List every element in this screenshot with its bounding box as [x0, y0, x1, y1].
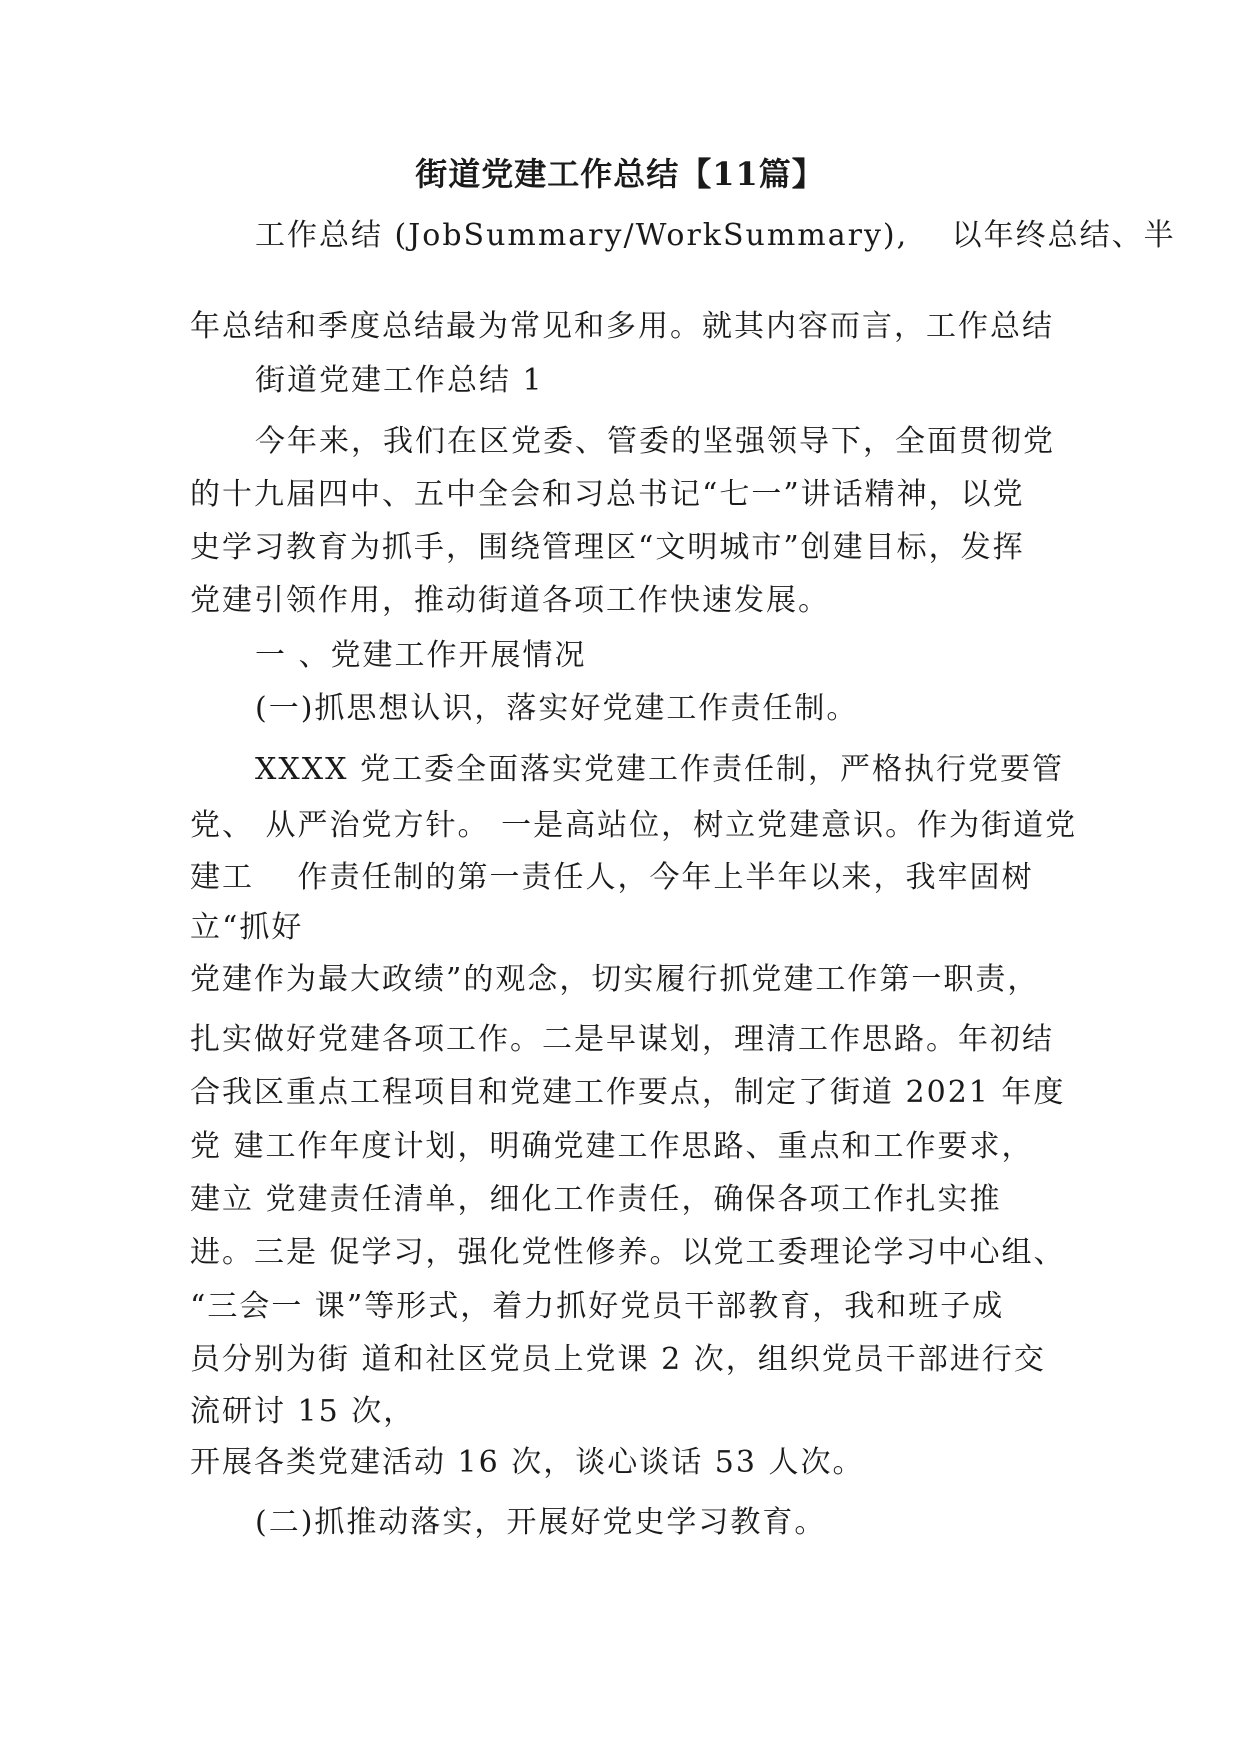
- section-heading: 街道党建工作总结 1: [255, 363, 544, 398]
- text-line: XXXX 党工委全面落实党建工作责任制，严格执行党要管: [255, 752, 1064, 787]
- text-line: 党建引领作用，推动街道各项工作快速发展。: [190, 583, 830, 618]
- text-line: 员分别为街 道和社区党员上党课 2 次，组织党员干部进行交: [190, 1342, 1046, 1377]
- text-line: 的十九届四中、五中全会和习总书记“七一”讲话精神，以党: [190, 477, 1025, 512]
- text-line: 今年来，我们在区党委、管委的坚强领导下，全面贯彻党: [255, 424, 1055, 459]
- document-title: 街道党建工作总结【11篇】: [415, 155, 825, 193]
- subsection-heading: (二)抓推动落实，开展好党史学习教育。: [255, 1505, 827, 1540]
- text-line: 史学习教育为抓手，围绕管理区“文明城市”创建目标，发挥: [190, 530, 1025, 565]
- text-line: 建工 作责任制的第一责任人，今年上半年以来，我牢固树: [190, 860, 1034, 895]
- text-line: 建立 党建责任清单，细化工作责任，确保各项工作扎实推: [190, 1182, 1002, 1217]
- text-line: 立“抓好: [190, 910, 304, 945]
- text-line: 合我区重点工程项目和党建工作要点，制定了街道 2021 年度: [190, 1075, 1066, 1110]
- text-line: 党、 从严治党方针。 一是高站位，树立党建意识。作为街道党: [190, 808, 1078, 843]
- text-line: 流研讨 15 次，: [190, 1394, 416, 1429]
- text-line: 党 建工作年度计划，明确党建工作思路、重点和工作要求，: [190, 1129, 1034, 1164]
- text-line: 年总结和季度总结最为常见和多用。就其内容而言，工作总结: [190, 309, 1054, 344]
- text-line: 工作总结 (JobSummary/WorkSummary), 以年终总结、半: [255, 218, 1176, 253]
- section-heading: 一 、党建工作开展情况: [255, 638, 587, 673]
- text-line: 扎实做好党建各项工作。二是早谋划，理清工作思路。年初结: [190, 1022, 1054, 1057]
- text-line: “三会一 课”等形式，着力抓好党员干部教育，我和班子成: [190, 1289, 1005, 1324]
- text-line: 开展各类党建活动 16 次，谈心谈话 53 人次。: [190, 1445, 865, 1480]
- subsection-heading: (一)抓思想认识，落实好党建工作责任制。: [255, 691, 859, 726]
- text-line: 进。三是 促学习，强化党性修养。以党工委理论学习中心组、: [190, 1235, 1066, 1270]
- text-line: 党建作为最大政绩”的观念，切实履行抓党建工作第一职责，: [190, 962, 1040, 997]
